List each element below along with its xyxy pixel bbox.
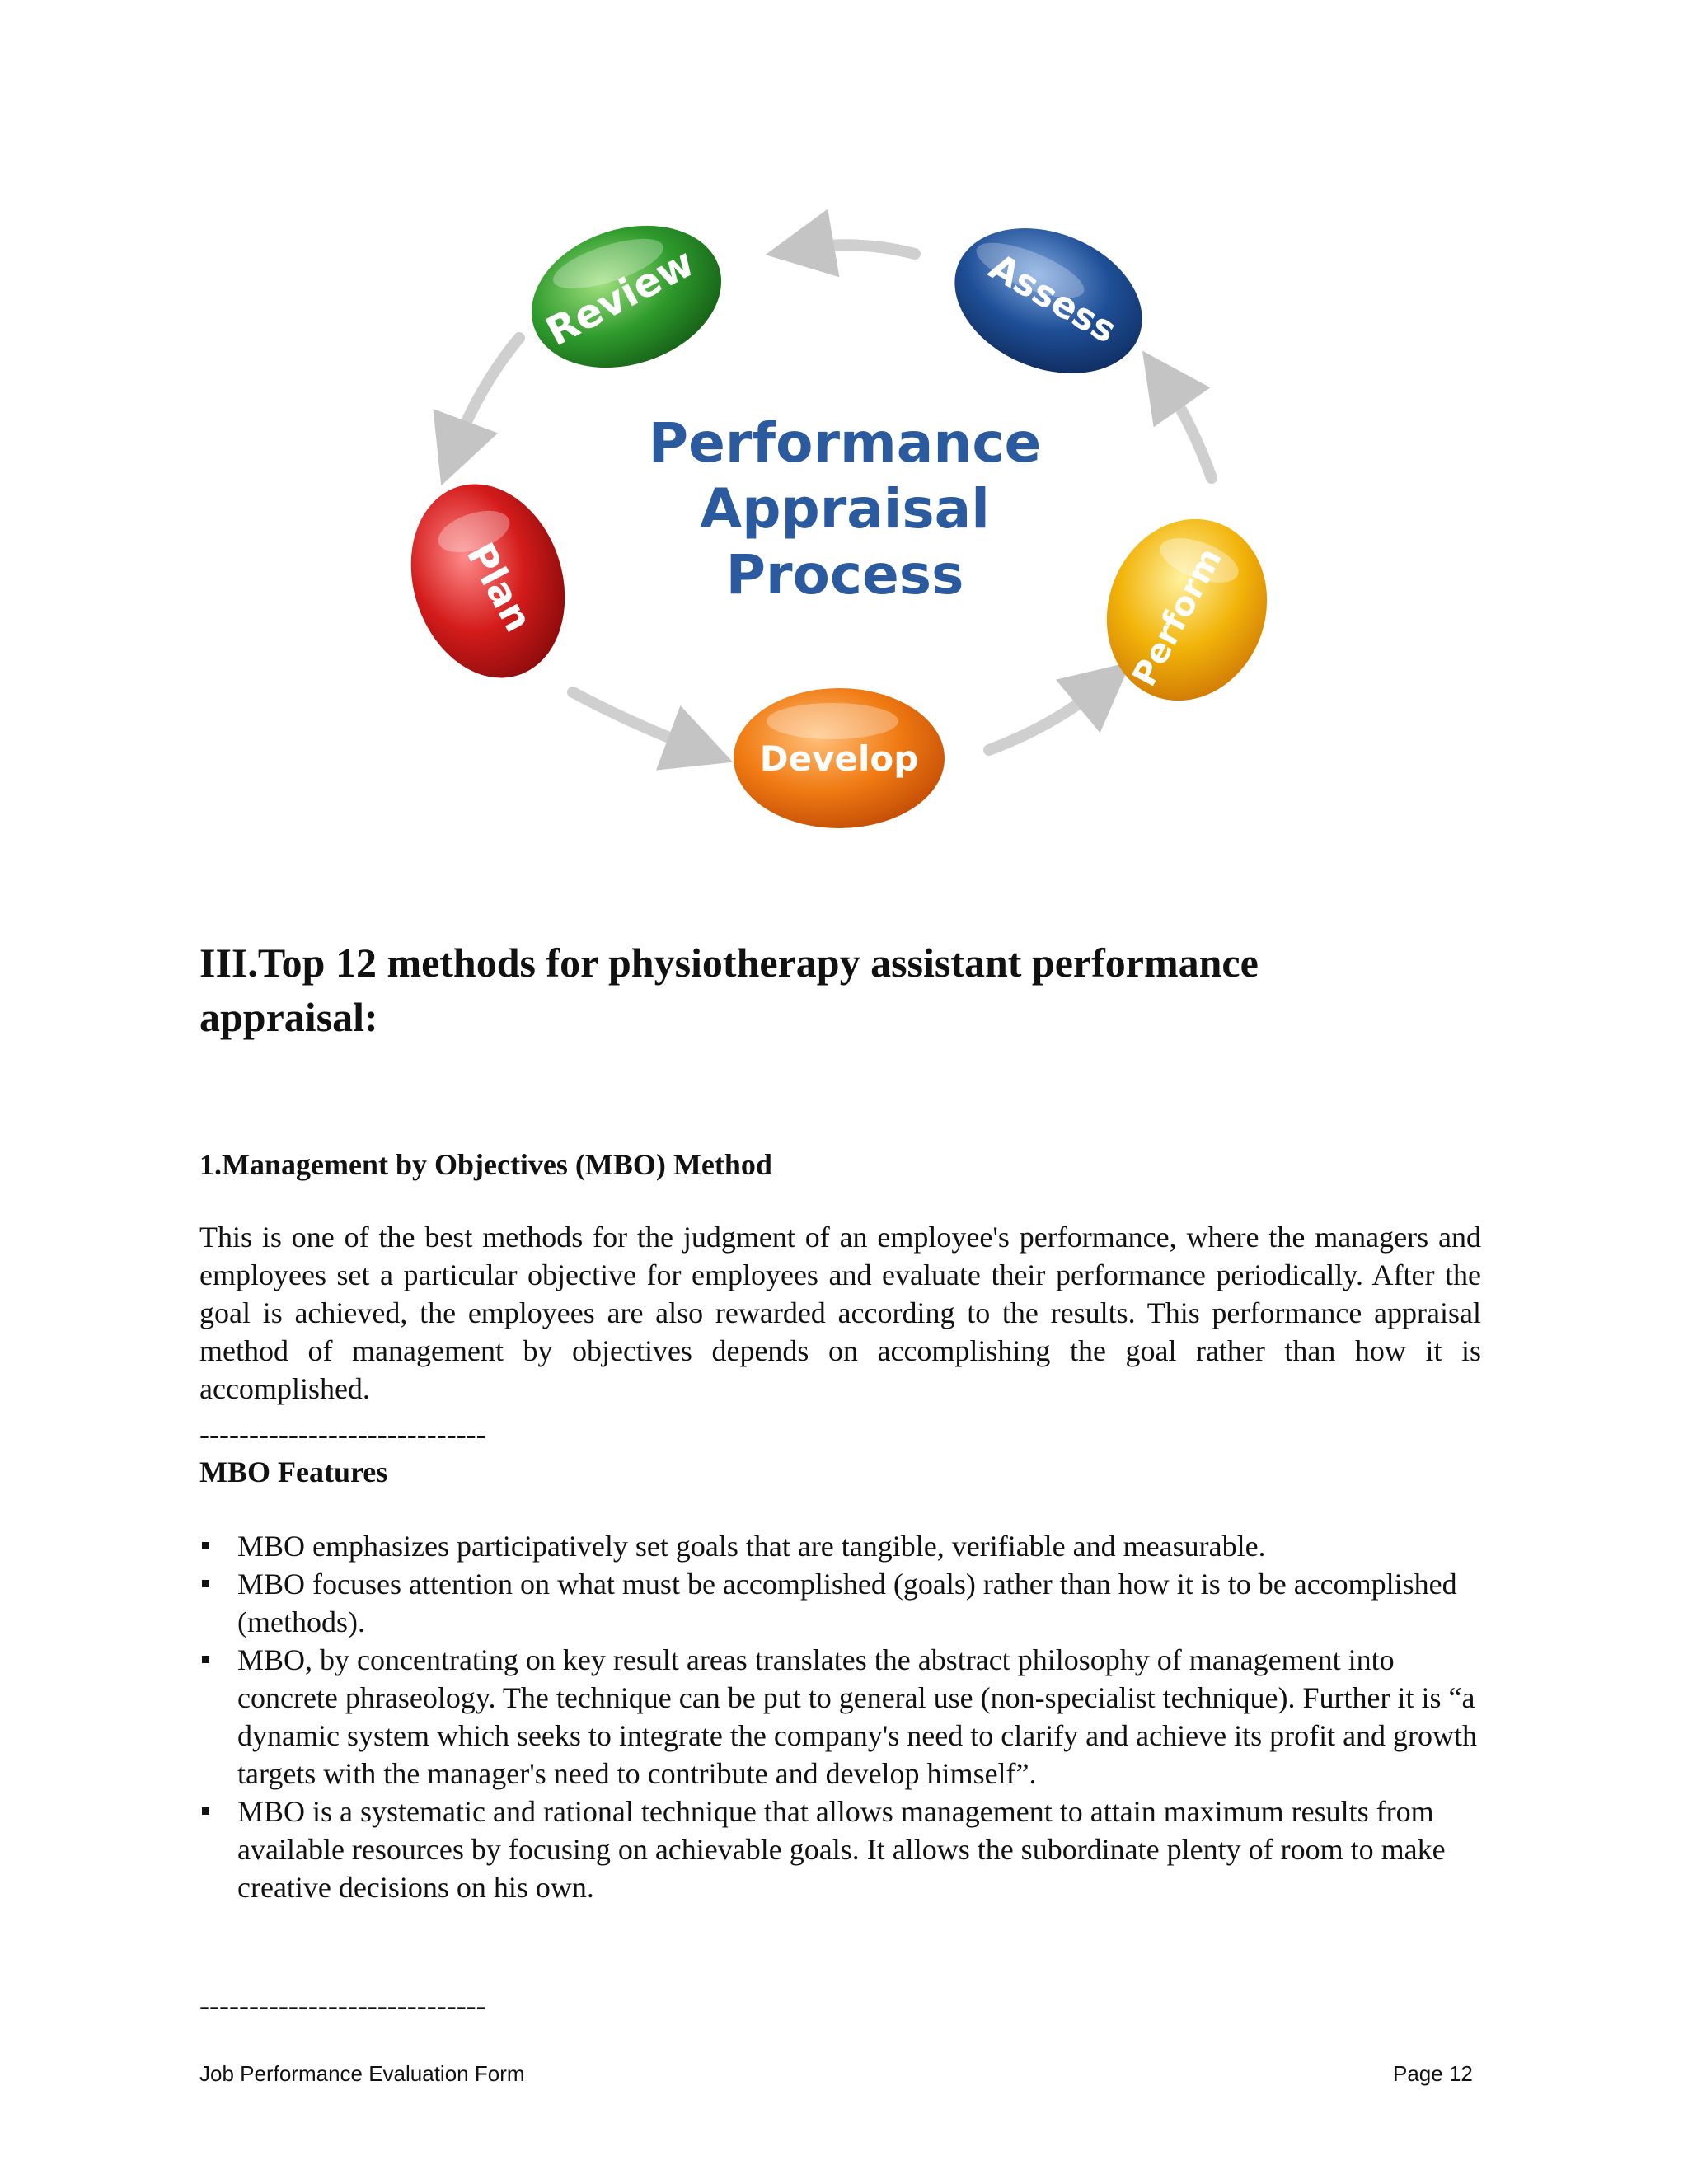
- center-title-line-3: Process: [725, 543, 964, 607]
- bullet-square-icon: [202, 1807, 209, 1815]
- bullet-square-icon: [202, 1580, 209, 1587]
- stage-label-review: Review: [538, 239, 702, 356]
- stage-label-assess: Assess: [982, 246, 1124, 352]
- stage-label-develop: Develop: [759, 738, 919, 779]
- mbo-features-list: [199, 1527, 1485, 1906]
- stage-plan: [396, 464, 589, 698]
- divider-line: -----------------------------: [199, 1418, 486, 1451]
- list-item-text: MBO is a systematic and rational technique that allows management to attain maximum results from available resources by focusing on achievable goals. It allows the subordinate plenty of room to make creative decisions on his own.: [237, 1795, 1446, 1904]
- stage-assess: [933, 206, 1164, 400]
- arrow-develop-to-perform: [989, 684, 1104, 750]
- stage-label-perform: Perform: [1125, 541, 1230, 693]
- list-item: [199, 1565, 1485, 1641]
- section-heading: [199, 935, 1518, 1044]
- list-item-text: MBO, by concentrating on key result areas translates the abstract philosophy of management into concrete phraseology. The technique can be put to general use (non-specialist technique). Further it is “a dynamic system which seeks to integrate the company's need to clarify and achieve its profit and growth targets with the manager's need to contribute and develop himself”.: [237, 1643, 1478, 1790]
- stage-label-plan: Plan: [457, 535, 542, 640]
- center-title-line-2: Appraisal: [700, 477, 990, 541]
- performance-appraisal-diagram: [396, 206, 1269, 832]
- arrow-perform-to-assess: [1162, 379, 1212, 478]
- diagram-center-title: [649, 411, 1041, 607]
- footer-page-number: Page 12: [1393, 2061, 1473, 2086]
- bullet-square-icon: [202, 1542, 209, 1549]
- section-heading-line-1: III.Top 12 methods for physiotherapy assistant performance: [199, 940, 1259, 986]
- arrow-review-to-plan: [453, 338, 519, 453]
- stage-develop: [734, 688, 945, 828]
- mbo-method-title: 1.Management by Objectives (MBO) Method: [199, 1148, 772, 1181]
- footer-document-title: Job Performance Evaluation Form: [199, 2061, 525, 2086]
- arrow-plan-to-develop: [573, 692, 701, 750]
- list-item-text: MBO focuses attention on what must be accomplished (goals) rather than how it is to be accomplished (methods).: [237, 1568, 1457, 1638]
- bullet-square-icon: [202, 1656, 209, 1663]
- list-item: [199, 1793, 1485, 1906]
- arrow-assess-to-review: [799, 245, 915, 254]
- list-item-text: MBO emphasizes participatively set goals that are tangible, verifiable and measurable.: [237, 1530, 1266, 1563]
- divider-line-end: -----------------------------: [199, 1989, 486, 2022]
- section-heading-line-2: appraisal:: [199, 994, 378, 1040]
- list-item: [199, 1641, 1485, 1793]
- list-item: [199, 1527, 1485, 1565]
- center-title-line-1: Performance: [648, 411, 1042, 475]
- mbo-description-paragraph: This is one of the best methods for the judgment of an employee's performance, where the managers and employees set a particular objective for employees and evaluate their performance periodically. After the goal is achieved, the employees are also rewarded according to the results. This performance appraisal method of management by objectives depends on accomplishing the goal rather than how it is accomplished.: [199, 1221, 1481, 1405]
- mbo-features-title: MBO Features: [199, 1455, 388, 1488]
- stage-perform: [1081, 496, 1269, 723]
- stage-review: [513, 206, 739, 391]
